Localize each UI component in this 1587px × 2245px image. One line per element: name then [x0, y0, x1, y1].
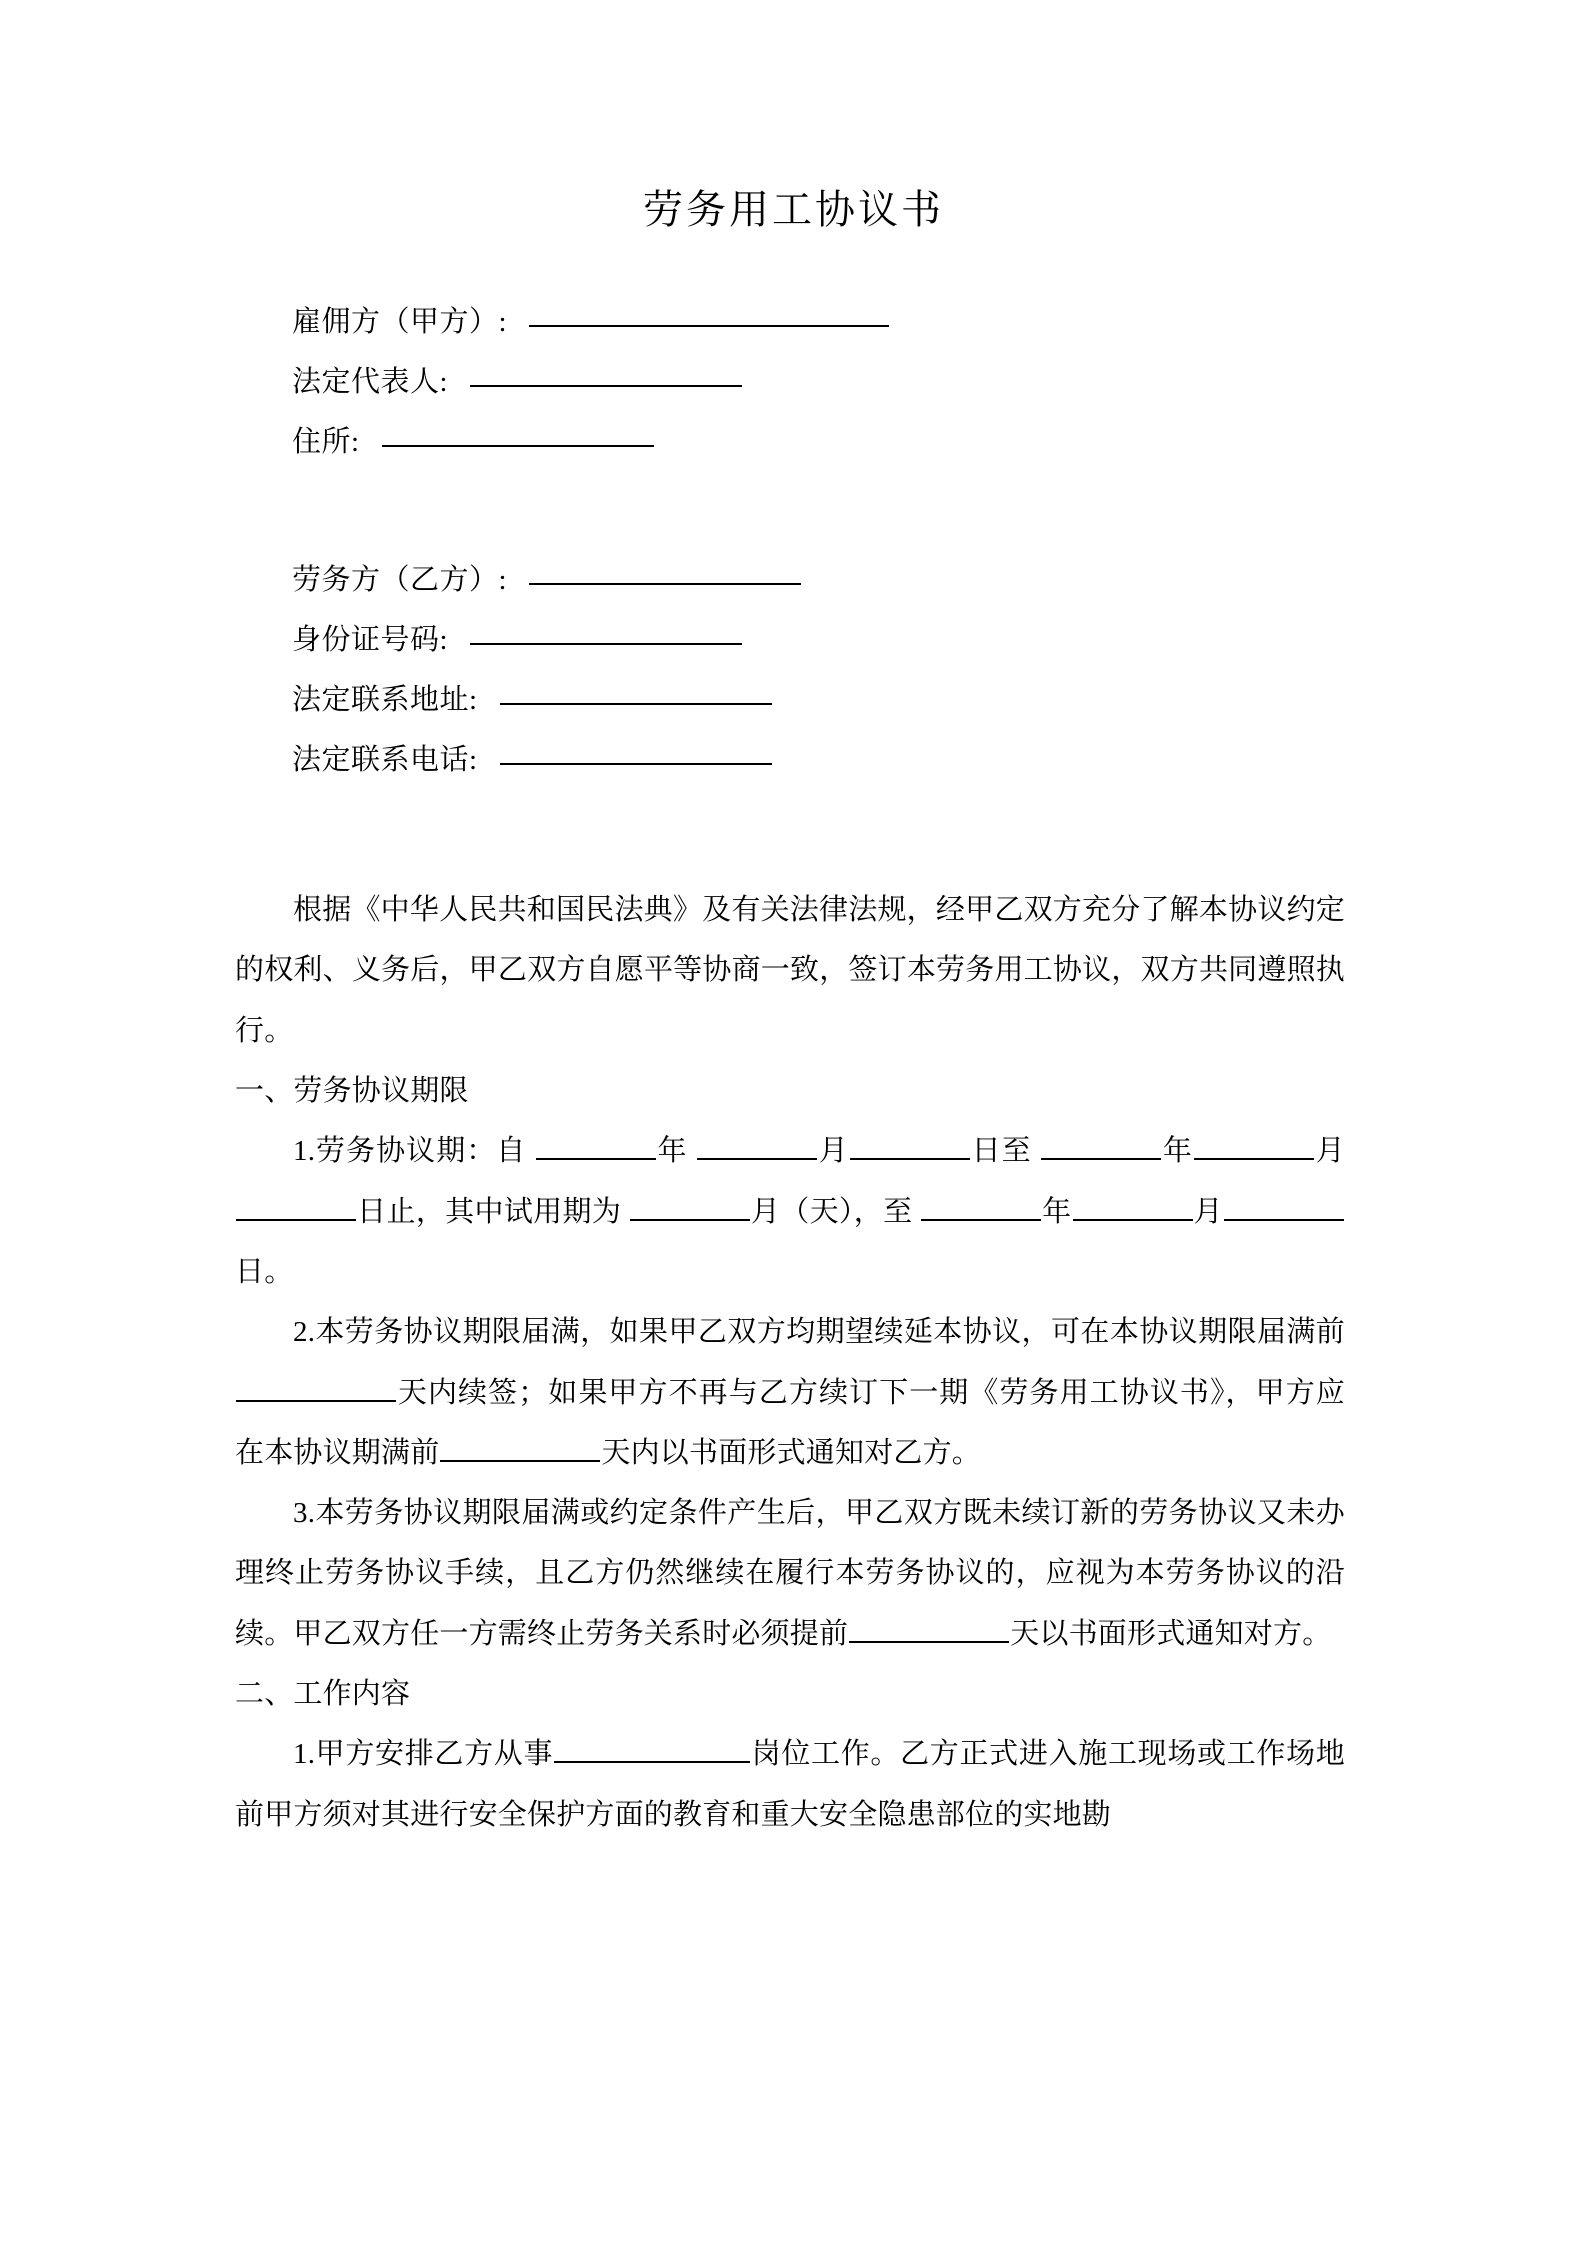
clause-text: 年	[1162, 1135, 1193, 1168]
field-label: 住所:	[292, 426, 360, 458]
field-id-number[interactable]	[0, 626, 1587, 686]
fill-in-blank[interactable]	[470, 642, 742, 645]
clause-text: 月（天），至	[750, 1195, 921, 1228]
clause-text: 天以书面形式通知对方。	[1010, 1617, 1332, 1650]
clause-text: 月	[1314, 1135, 1346, 1168]
fill-in-blank[interactable]	[849, 1610, 1009, 1642]
clause-text: 月	[817, 1135, 849, 1168]
field-label: 雇佣方（甲方）:	[292, 306, 508, 338]
field-employer-name[interactable]	[0, 308, 1587, 368]
fill-in-blank[interactable]	[1224, 1188, 1344, 1220]
clause-text: 本劳务协议期限届满，如果甲乙双方均期望续延本协议，可在本协议期限届满前	[315, 1316, 1345, 1349]
clause-text: 年	[656, 1135, 696, 1168]
clause-text: 岗位工作。乙方正式进入施工现场或工作场地前甲方须对其进行安全保护方面的教育和重大安全隐患部位的实地勘	[235, 1738, 1345, 1831]
clause-number: 3.	[293, 1497, 316, 1530]
party-b-block	[0, 488, 1587, 806]
fill-in-blank[interactable]	[440, 1429, 600, 1461]
fill-in-blank[interactable]	[529, 324, 889, 327]
preamble-paragraph: 根据《中华人民共和国民法典》及有关法律法规，经甲乙双方充分了解本协议约定的权利、义务后，甲乙双方自愿平等协商一致，签订本劳务用工协议，双方共同遵照执行。	[235, 894, 1345, 1047]
fill-in-blank[interactable]	[630, 1188, 750, 1220]
clause-text: 日至	[970, 1135, 1041, 1168]
fill-in-blank[interactable]	[500, 762, 772, 765]
clause-text: 日止，其中试用期为	[357, 1195, 629, 1228]
clause-text: 天内续签；如果甲方不再与乙方续订下一期《劳务用工协议书》，甲方应在本协议期满前	[235, 1376, 1345, 1469]
fill-in-blank[interactable]	[536, 1128, 656, 1160]
clause-text: 甲方安排乙方从事	[315, 1738, 554, 1771]
clause-number: 2.	[293, 1316, 316, 1349]
fill-in-blank[interactable]	[500, 702, 772, 705]
field-contact-phone[interactable]	[0, 746, 1587, 806]
fill-in-blank[interactable]	[554, 1731, 750, 1763]
party-a-block	[0, 234, 1587, 488]
fill-in-blank[interactable]	[529, 582, 801, 585]
fill-in-blank[interactable]	[1194, 1128, 1314, 1160]
field-label: 身份证号码:	[292, 624, 449, 656]
clause-text: 本劳务协议期限届满或约定条件产生后，甲乙双方既未续订新的劳务协议又未办理终止劳务协议手续，且乙方仍然继续在履行本劳务协议的，应视为本劳务协议的沿续。甲乙双方任一方需终止劳务关系时必须提前	[235, 1497, 1345, 1650]
fill-in-blank[interactable]	[382, 444, 654, 447]
field-legal-representative[interactable]	[0, 368, 1587, 428]
section-heading-term: 一、劳务协议期限	[235, 1074, 469, 1107]
clause-1-2	[0, 1302, 1587, 1483]
clause-1-1	[0, 1121, 1587, 1302]
document-body	[0, 806, 1587, 1845]
clause-text: 天内以书面形式通知对乙方。	[601, 1436, 982, 1469]
fill-in-blank[interactable]	[1041, 1128, 1161, 1160]
field-label: 法定代表人:	[292, 366, 449, 398]
field-contact-address[interactable]	[0, 686, 1587, 746]
fill-in-blank[interactable]	[236, 1188, 356, 1220]
clause-number: 1.	[293, 1738, 316, 1771]
clause-1-3	[0, 1483, 1587, 1664]
fill-in-blank[interactable]	[850, 1128, 970, 1160]
fill-in-blank[interactable]	[236, 1369, 396, 1401]
clause-2-1	[0, 1724, 1587, 1845]
field-worker-name[interactable]	[0, 566, 1587, 626]
fill-in-blank[interactable]	[921, 1188, 1041, 1220]
clause-text: 月	[1193, 1195, 1224, 1228]
field-label: 劳务方（乙方）:	[292, 564, 508, 596]
field-label: 法定联系地址:	[292, 684, 478, 716]
fill-in-blank[interactable]	[470, 384, 742, 387]
field-residence[interactable]	[0, 428, 1587, 488]
clause-text: 日。	[235, 1255, 294, 1288]
page-title: 劳务用工协议书	[643, 187, 944, 232]
clause-number: 1.	[293, 1135, 316, 1168]
fill-in-blank[interactable]	[697, 1128, 817, 1160]
clause-text: 劳务协议期：自	[315, 1135, 535, 1168]
section-heading-work-content: 二、工作内容	[235, 1678, 411, 1711]
clause-text: 年	[1042, 1195, 1072, 1228]
field-label: 法定联系电话:	[292, 744, 478, 776]
fill-in-blank[interactable]	[1073, 1188, 1193, 1220]
